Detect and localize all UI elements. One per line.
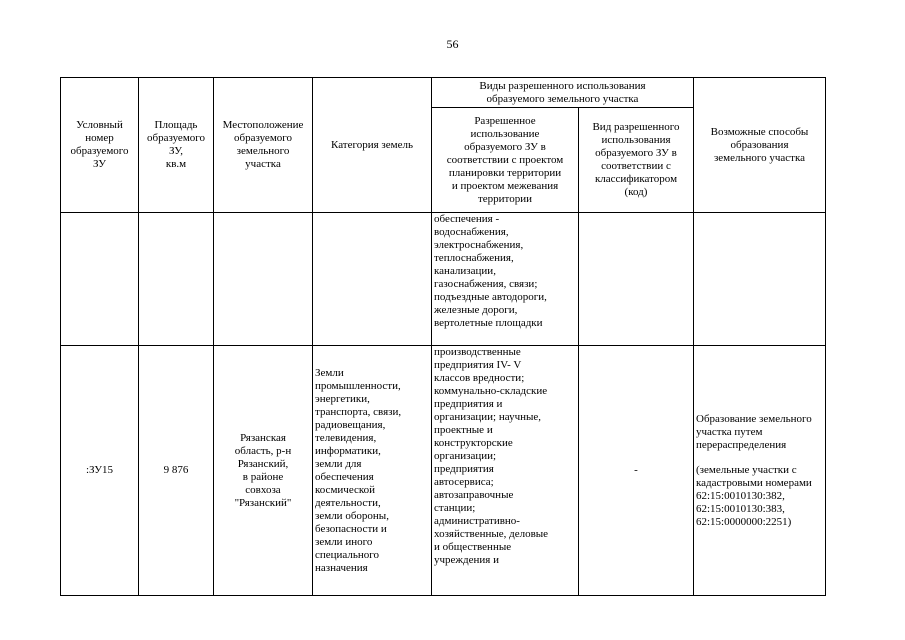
text-line: теплоснабжения, — [434, 252, 514, 264]
text-line: образуемого ЗУ в — [595, 147, 677, 159]
text-line: номер — [85, 132, 114, 144]
text-line: земельного участка — [713, 151, 806, 164]
text-line: Вид разрешенного — [592, 121, 680, 133]
text-line: радиовещания, — [315, 418, 386, 431]
text-line: промышленности, — [315, 379, 401, 392]
cell-land-category — [313, 346, 432, 596]
text-line: Площадь — [154, 119, 198, 131]
text-line: обеспечения - — [434, 213, 500, 225]
header-permitted-use-classifier — [579, 108, 694, 213]
text-line: железные дороги, — [434, 304, 518, 316]
cell-formation-method — [694, 346, 826, 596]
header-land-category — [313, 78, 432, 213]
cell-area: 9 876 — [139, 346, 214, 596]
cell-empty — [61, 213, 139, 346]
text-line: образуемого — [70, 145, 129, 157]
text-line: в районе — [242, 470, 284, 483]
text-line: 62:15:0010130:382, — [696, 489, 785, 502]
text-line: кв.м — [165, 158, 187, 170]
land-plots-table — [60, 77, 826, 596]
text-line: вертолетные площадки — [434, 317, 543, 329]
text-line: использование — [470, 127, 540, 140]
text-line: соответствии с проектом — [446, 153, 564, 166]
text-line: "Рязанский" — [234, 496, 292, 509]
text-line: безопасности и — [315, 522, 387, 535]
text-line: (земельные участки с — [696, 463, 797, 476]
text-line: Виды разрешенного использования — [479, 79, 646, 92]
text-line: образования — [730, 138, 789, 151]
header-permitted-use-project — [432, 108, 579, 213]
text-line: водоснабжения, — [434, 226, 509, 238]
text-line: земли обороны, — [315, 509, 389, 522]
header-location — [214, 78, 313, 213]
text-line: административно- — [434, 515, 520, 527]
text-line: конструкторские — [434, 437, 513, 449]
text-line: территории — [477, 192, 532, 205]
cell-empty — [579, 213, 694, 346]
text-line: использования — [601, 134, 671, 146]
text-line: (код) — [624, 186, 648, 198]
text-line: учреждения и — [434, 554, 499, 566]
text-line: назначения — [315, 561, 368, 574]
cell-classifier-code: - — [579, 346, 694, 596]
text-line: информатики, — [315, 444, 381, 457]
text-line: Возможные способы — [710, 125, 809, 138]
header-zu-number — [61, 78, 139, 213]
text-line: электроснабжения, — [434, 239, 524, 251]
text-line: проектные и — [434, 424, 493, 436]
text-line: совхоза — [245, 483, 281, 496]
cell-empty — [214, 213, 313, 346]
text-line: хозяйственные, деловые — [434, 528, 549, 540]
page-number: 56 — [446, 37, 459, 51]
table-row-continuation — [61, 213, 826, 346]
text-line: станции; — [434, 502, 476, 514]
text-line: автосервиса; — [434, 476, 494, 488]
text-line: земельного — [236, 145, 290, 157]
formation-method-text — [696, 413, 823, 452]
text-line: образуемого земельного участка — [486, 92, 639, 105]
text-line: ЗУ — [92, 158, 107, 170]
text-line: коммунально-складские — [434, 385, 548, 397]
text-line: специального — [315, 548, 380, 561]
cell-zu-number: :ЗУ15 — [61, 346, 139, 596]
cell-empty — [694, 213, 826, 346]
text-line: образуемого — [146, 132, 206, 144]
text-line: предприятия IV- V — [434, 359, 522, 371]
header-area — [139, 78, 214, 213]
text-line: образуемого ЗУ в — [464, 140, 546, 153]
text-line: предприятия — [434, 463, 494, 475]
cell-permitted-use-continued — [432, 213, 579, 346]
text-line: земли иного — [315, 535, 373, 548]
text-line: соответствии с — [601, 160, 671, 172]
text-line: Местоположение — [222, 119, 304, 131]
text-line: 62:15:0000000:2251) — [696, 515, 792, 528]
text-line: газоснабжения, связи; — [434, 278, 538, 290]
cell-permitted-use — [432, 346, 579, 596]
text-line: энергетики, — [315, 392, 370, 405]
text-line: ЗУ, — [169, 145, 183, 157]
text-line: Земли — [315, 366, 344, 379]
text-line: космической — [315, 483, 376, 496]
text-line: классов вредности; — [434, 372, 525, 384]
text-line: Категория земель — [331, 138, 413, 151]
text-line: планировки территории — [448, 166, 562, 179]
text-line: организации; — [434, 450, 497, 462]
text-line: 62:15:0010130:383, — [696, 502, 785, 515]
text-line: земли для — [315, 457, 362, 470]
text-line: и общественные — [434, 541, 512, 553]
cell-location — [214, 346, 313, 596]
formation-spacer — [696, 452, 823, 464]
text-line: участка — [245, 158, 281, 170]
text-line: канализации, — [434, 265, 496, 277]
header-formation-method — [694, 78, 826, 213]
text-line: подъездные автодороги, — [434, 291, 547, 303]
text-line: Условный — [76, 119, 123, 131]
text-line: Разрешенное — [474, 114, 536, 127]
text-line: автозаправочные — [434, 489, 514, 501]
text-line: Рязанский, — [237, 457, 289, 470]
text-line: телевидения, — [315, 431, 377, 444]
text-line: деятельности, — [315, 496, 381, 509]
text-line: образуемого — [233, 132, 293, 144]
table-row-zu15 — [61, 346, 826, 596]
text-line: Образование земельного — [696, 412, 812, 425]
cell-empty — [313, 213, 432, 346]
text-line: предприятия и — [434, 398, 503, 410]
text-line: участка путем — [696, 425, 763, 438]
text-line: обеспечения — [315, 470, 374, 483]
text-line: кадастровыми номерами — [696, 476, 812, 489]
text-line: транспорта, связи, — [315, 405, 402, 418]
cell-empty — [139, 213, 214, 346]
text-line: производственные — [434, 346, 521, 358]
text-line: область, р-н — [234, 444, 292, 457]
text-line: перераспределения — [696, 438, 787, 451]
text-line: классификатором — [594, 173, 678, 185]
header-permitted-use-group — [432, 78, 694, 108]
text-line: организации; научные, — [434, 411, 542, 423]
header-row — [61, 78, 826, 108]
text-line: Рязанская — [240, 431, 286, 444]
text-line: и проектом межевания — [451, 179, 559, 192]
formation-note-text — [696, 464, 823, 529]
